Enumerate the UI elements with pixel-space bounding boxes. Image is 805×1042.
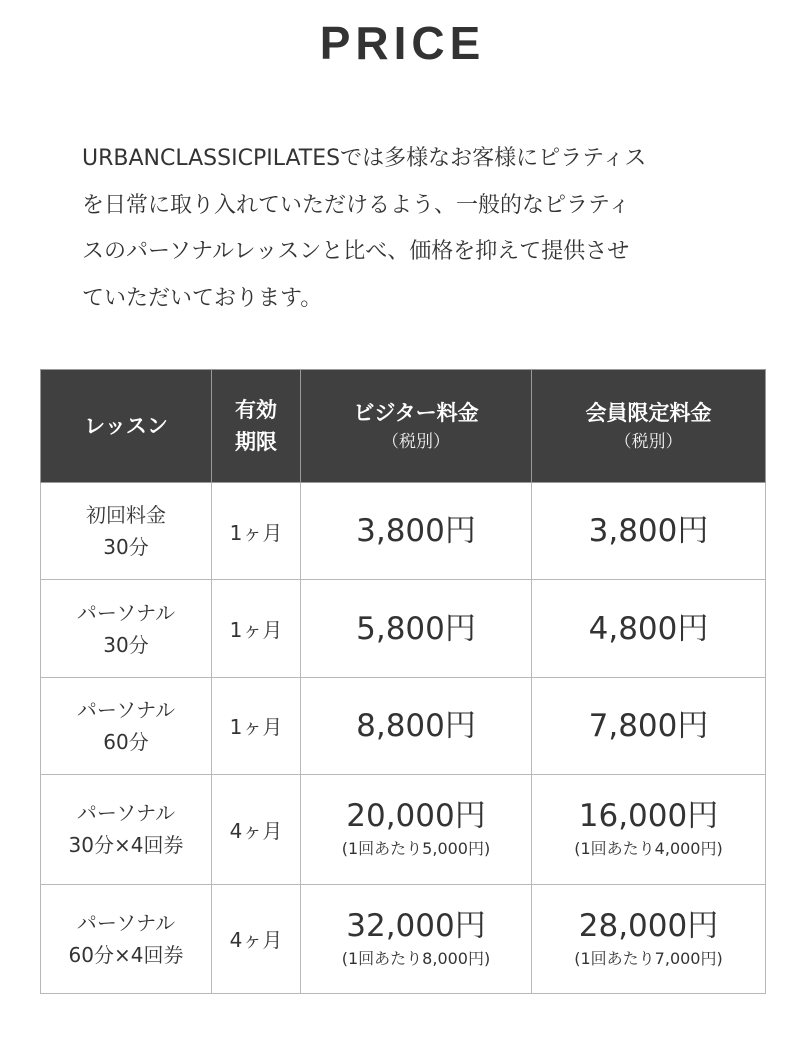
visitor-price: 5,800円: [356, 610, 476, 647]
lesson-name: パーソナル: [76, 697, 176, 722]
header-lesson: レッスン: [41, 370, 212, 483]
period-cell: 4ヶ月: [212, 775, 301, 884]
header-member-price: [532, 370, 766, 483]
page-title: PRICE: [319, 17, 486, 69]
table-row: [41, 775, 766, 884]
header-period-line1: 有効: [235, 398, 277, 422]
table-row: [41, 483, 766, 580]
lesson-cell: [41, 483, 212, 580]
lesson-duration: 30分: [103, 535, 149, 560]
table-row: [41, 580, 766, 677]
intro-paragraph: [82, 136, 732, 322]
header-member-label: 会員限定料金: [585, 401, 712, 425]
header-period: [212, 370, 301, 483]
member-per-session: (1回あたり4,000円): [574, 839, 723, 859]
intro-line: ていただいております。: [82, 285, 323, 311]
visitor-price-cell: [301, 483, 532, 580]
header-visitor-label: ビジター料金: [353, 401, 479, 425]
member-price-cell: [532, 775, 766, 884]
lesson-name: 初回料金: [86, 503, 166, 528]
lesson-cell: [41, 677, 212, 774]
table-row: [41, 677, 766, 774]
member-price-cell: [532, 677, 766, 774]
lesson-duration: 30分×4回券: [68, 833, 184, 858]
price-table: [40, 369, 766, 994]
lesson-duration: 60分: [103, 729, 149, 754]
member-price: 3,800円: [588, 513, 709, 550]
table-row: [41, 884, 766, 993]
member-price: 4,800円: [588, 610, 709, 647]
member-price-cell: [532, 483, 766, 580]
visitor-price: 3,800円: [356, 513, 476, 550]
visitor-price-cell: [301, 775, 532, 884]
period-cell: 1ヶ月: [212, 677, 301, 774]
member-price: 28,000円: [578, 907, 719, 944]
intro-line: を日常に取り入れていただけるよう、一般的なピラティ: [82, 192, 631, 218]
visitor-price-cell: [301, 884, 532, 993]
period-cell: 1ヶ月: [212, 580, 301, 677]
member-price-cell: [532, 884, 766, 993]
period-cell: 4ヶ月: [212, 884, 301, 993]
member-price: 16,000円: [578, 798, 719, 835]
lesson-cell: [41, 884, 212, 993]
visitor-per-session: (1回あたり8,000円): [341, 948, 491, 968]
lesson-cell: [41, 580, 212, 677]
visitor-price: 32,000円: [346, 907, 486, 944]
header-member-tax-note: （税別）: [614, 432, 683, 452]
member-price-cell: [532, 580, 766, 677]
lesson-name: パーソナル: [76, 910, 176, 935]
visitor-price: 8,800円: [356, 707, 476, 744]
period-cell: 1ヶ月: [212, 483, 301, 580]
intro-line: スのパーソナルレッスンと比べ、価格を抑えて提供させ: [82, 239, 630, 264]
header-period-line2: 期限: [235, 430, 277, 454]
lesson-duration: 60分×4回券: [68, 942, 184, 967]
header-visitor-tax-note: （税別）: [382, 432, 450, 452]
intro-line: URBANCLASSICPILATESでは多様なお客様にピラティス: [82, 146, 647, 171]
visitor-price: 20,000円: [346, 798, 486, 835]
member-price: 7,800円: [588, 707, 709, 744]
header-visitor-price: [301, 370, 532, 483]
lesson-cell: [41, 775, 212, 884]
visitor-price-cell: [301, 677, 532, 774]
visitor-price-cell: [301, 580, 532, 677]
table-header-row: [41, 370, 766, 483]
member-per-session: (1回あたり7,000円): [574, 948, 723, 968]
visitor-per-session: (1回あたり5,000円): [341, 839, 491, 859]
lesson-name: パーソナル: [76, 600, 176, 625]
lesson-duration: 30分: [103, 632, 149, 657]
lesson-name: パーソナル: [76, 801, 176, 826]
